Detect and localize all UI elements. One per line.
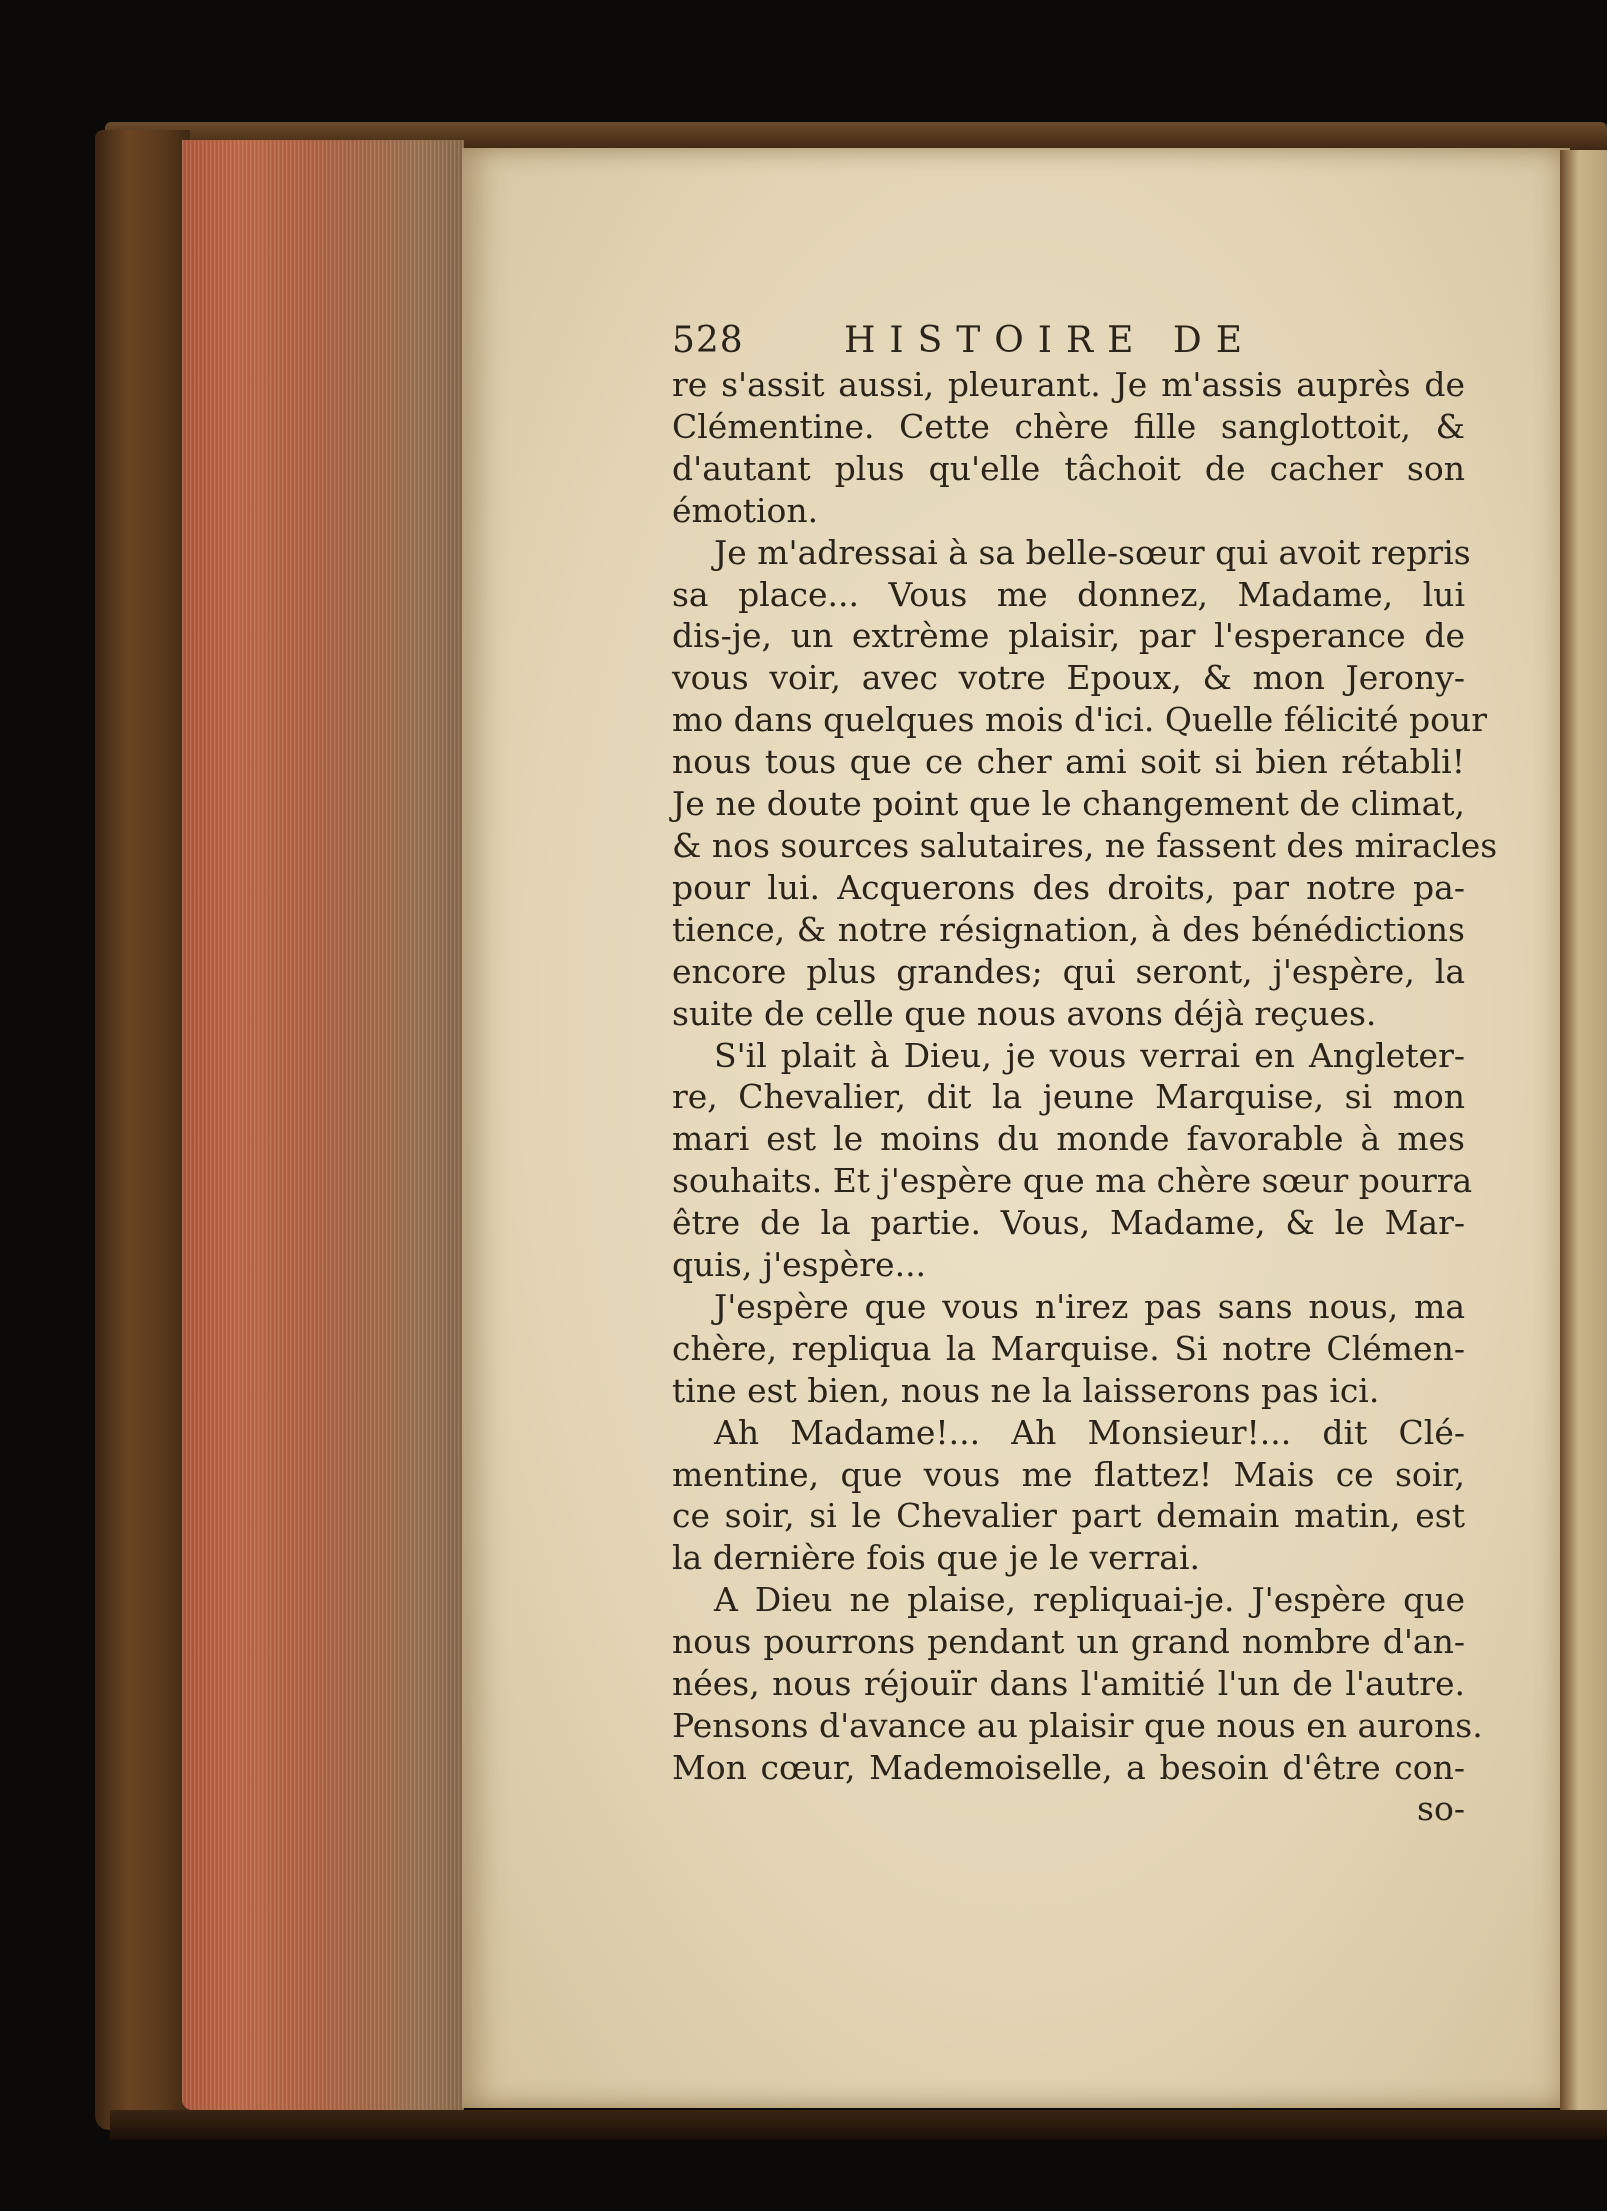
text-line: quis, j'espère... xyxy=(672,1245,927,1285)
text-line: Clémentine. Cette chère fille sanglottoit, & xyxy=(672,406,1465,446)
text-line: mo dans quelques mois d'ici. Quelle félicité pour xyxy=(672,700,1487,740)
text-line: d'autant plus qu'elle tâchoit de cacher son xyxy=(672,448,1465,488)
text-line: sa place... Vous me donnez, Madame, lui xyxy=(672,574,1465,614)
text-line: nées, nous réjouïr dans l'amitié l'un de l'autre. xyxy=(672,1664,1465,1704)
text-line: suite de celle que nous avons déjà reçues. xyxy=(672,993,1377,1033)
text-line: la dernière fois que je le verrai. xyxy=(672,1538,1200,1578)
text-line: mentine, que vous me flattez! Mais ce soir, xyxy=(672,1454,1465,1494)
text-line: encore plus grandes; qui seront, j'espère, la xyxy=(672,951,1465,991)
text-line: re s'assit aussi, pleurant. Je m'assis auprès de xyxy=(672,365,1465,404)
paragraph xyxy=(672,1412,1465,1580)
text-line: Pensons d'avance au plaisir que nous en aurons. xyxy=(672,1706,1483,1745)
text-line: être de la partie. Vous, Madame, & le Mar- xyxy=(672,1203,1465,1243)
page-text-block xyxy=(672,318,1498,1828)
book-cover-spine xyxy=(95,130,190,2130)
paragraph xyxy=(672,1286,1465,1412)
page-edges xyxy=(182,140,464,2110)
page-gutter xyxy=(1560,150,1607,2110)
catchword: so- xyxy=(1417,1788,1465,1828)
text-line: Je ne doute point que le changement de climat, xyxy=(672,784,1465,824)
text-line: nous tous que ce cher ami soit si bien rétabli! xyxy=(672,742,1465,782)
text-line: mari est le moins du monde favorable à mes xyxy=(672,1119,1465,1159)
text-line: S'il plait à Dieu, je vous verrai en Angleter- xyxy=(714,1035,1465,1075)
running-header xyxy=(672,318,1465,364)
text-line: dis-je, un extrème plaisir, par l'esperance de xyxy=(672,616,1465,656)
paragraph xyxy=(672,1579,1483,1789)
paragraph xyxy=(672,1035,1473,1286)
paragraph xyxy=(672,364,1465,532)
running-title: HISTOIRE DE xyxy=(844,320,1256,361)
text-line: & nos sources salutaires, ne fassent des miracles xyxy=(672,825,1498,865)
text-line: Ah Madame!... Ah Monsieur!... dit Clé- xyxy=(714,1412,1465,1452)
text-line: re, Chevalier, dit la jeune Marquise, si mon xyxy=(672,1077,1465,1117)
text-line: A Dieu ne plaise, repliquai-je. J'espère que xyxy=(714,1580,1465,1620)
paragraph xyxy=(672,532,1498,1035)
text-line: J'espère que vous n'irez pas sans nous, ma xyxy=(714,1286,1465,1326)
text-line: pour lui. Acquerons des droits, par notre pa- xyxy=(672,867,1465,907)
text-line: Je m'adressai à sa belle-sœur qui avoit repris xyxy=(714,532,1471,572)
text-line: ce soir, si le Chevalier part demain matin, est xyxy=(672,1496,1465,1536)
text-line: tience, & notre résignation, à des bénédictions xyxy=(672,909,1465,949)
page-number: 528 xyxy=(672,320,744,361)
text-line: nous pourrons pendant un grand nombre d'an- xyxy=(672,1622,1465,1662)
text-line: émotion. xyxy=(672,490,819,530)
text-line: tine est bien, nous ne la laisserons pas ici. xyxy=(672,1370,1380,1410)
text-line: souhaits. Et j'espère que ma chère sœur pourra xyxy=(672,1161,1473,1201)
text-line: Mon cœur, Mademoiselle, a besoin d'être con- xyxy=(672,1747,1465,1787)
book-cover-bottom xyxy=(110,2110,1607,2140)
text-line: vous voir, avec votre Epoux, & mon Jerony- xyxy=(672,658,1465,698)
text-line: chère, repliqua la Marquise. Si notre Clémen- xyxy=(672,1328,1465,1368)
